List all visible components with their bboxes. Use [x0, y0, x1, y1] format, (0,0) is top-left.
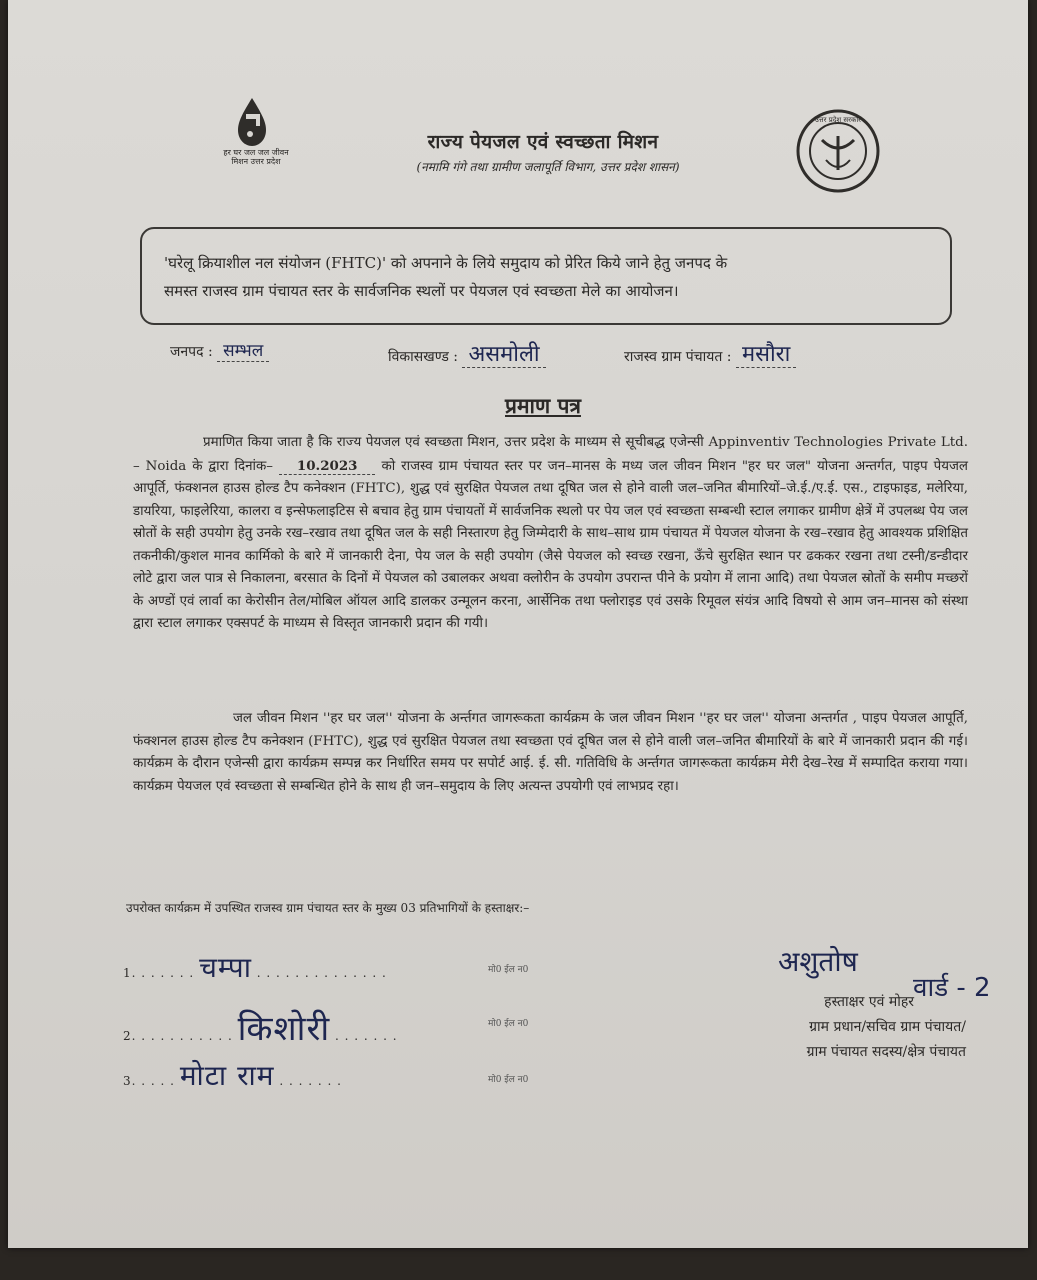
district-label: जनपद : [170, 344, 213, 360]
ward-note: वार्ड - 2 [913, 973, 991, 1003]
para2-text: जल जीवन मिशन ''हर घर जल'' योजना के अर्न्तगत जागरूकता कार्यक्रम के जल जीवन मिशन ''हर घर जल'' योजना अन्तर्गत , पाइप पेयजल आपूर्ति, फंक्शनल हाउस होल्ड टैप कनेक्शन (FHTC), शुद्ध एवं सुरक्षित पेयजल तथा स्वच्छता एवं दूषित जल से होने वाली जल–जनित बीमारियों के बारे में जानकारी प्रदान की गई। कार्यक्रम के दौरान एजेन्सी द्वारा कार्यक्रम सम्पन्न कर निर्धारित समय पर सपोर्ट आई. ई. सी. गतिविधि के अर्न्तगत जागरूकता कार्यक्रम मेरी देख–रेख में सम्पादित कराया गया। कार्यक्रम पेयजल एवं स्वच्छता से सम्बन्धित होने के साथ ही जन–समुदाय के लिए अत्यन्त उपयोगी एवं लाभप्रद रहा। [133, 711, 968, 794]
logo-left-caption: हर घर जल जल जीवन मिशन उत्तर प्रदेश [223, 148, 289, 166]
emblem-caption: उत्तर प्रदेश सरकार [814, 116, 862, 124]
participant-number: 2. [123, 1029, 137, 1043]
certificate-paragraph-1 [133, 432, 968, 636]
certificate-paragraph-2 [133, 708, 968, 798]
participant-signature: चम्पा [199, 951, 252, 984]
para1-after-date: को राजस्व ग्राम पंचायत स्तर पर जन–मानस के मध्य जल जीवन मिशन "हर घर जल" योजना अन्तर्गत, पाइप पेयजल आपूर्ति, फंक्शनल हाउस होल्ड टैप कनेक्शन (FHTC), शुद्ध एवं सुरक्षित पेयजल तथा दूषित जल से होने वाली जल–जनित बीमारियों–जे.ई./ए.ई. एस., टाइफाइड, मलेरिया, डायरिया, फाइलेरिया, कालरा व इन्सेफलाइटिस से बचाव हेतु ग्राम पंचायतों में सार्वजनिक स्थलो पर पेय जल एवं स्वच्छता सम्बन्धी स्टाल लगाकर ग्रामीण क्षेत्रें में उपलब्ध पेय जल स्रोतों के सही उपयोग हेतु उनके रख–रखाव तथा दूषित जल के सही निस्तारण हेतु जिम्मेदारी के साथ–साथ ग्राम पंचायत में पेयजल योजना के रख–रखाव हेतु आवश्यक प्रशिक्षित तकनीकी/कुशल मानव कार्मिको के बारे में जानकारी देना, पेय जल के सही उपयोग (जैसे पेयजल को स्वच्छ रखना, ऊँचे सुरक्षित स्थान पर ढककर रखना तथा टस्नी/डन्डीदार लोटे द्वारा जल पात्र से निकालना, बरसात के दिनों में पेयजल को उबालकर अथवा क्लोरीन के उपयोग उपरान्त पीने के प्रयोग में लाना आदि) तथा पेयजल स्रोतों के समीप मच्छरों के अण्डों एवं लार्वा का केरोसीन तेल/मोबिल ऑयल आदि डालकर उन्मूलन करना, आर्सेनिक तथा फ्लोराइड एवं उसके रिमूवल संयंत्र आदि विषयो से आम जन–मानस को संस्था द्वारा स्टाल लगाकर एक्सपर्ट के माध्यम से विस्तृत जानकारी प्रदान की गयी। [133, 458, 968, 631]
panchayat-value: मसौरा [736, 342, 796, 368]
block-label: विकासखण्ड : [388, 349, 459, 365]
certificate-title: प्रमाण पत्र [505, 393, 581, 418]
panchayat-label: राजस्व ग्राम पंचायत : [624, 349, 732, 365]
signatory-designation-1: ग्राम प्रधान/सचिव ग्राम पंचायत/ [809, 1019, 966, 1035]
participants-note: उपरोक्त कार्यक्रम में उपस्थित राजस्व ग्राम पंचायत स्तर के मुख्य 03 प्रतिभागियों के हस्ताक्षर:– [126, 901, 530, 915]
banner-line-2: समस्त राजस्व ग्राम पंचायत स्तर के सार्वजनिक स्थलों पर पेयजल एवं स्वच्छता मेले का आयोजन। [164, 282, 679, 300]
participant-number: 1. [123, 966, 137, 980]
participant-mobile-1: मो0 ईल न0 [488, 965, 529, 975]
up-government-emblem [786, 108, 890, 194]
participant-mobile-3: मो0 ईल न0 [488, 1075, 529, 1085]
header-subtitle: (नमामि गंगे तथा ग्रामीण जलापूर्ति विभाग, उत्तर प्रदेश शासन) [416, 160, 680, 174]
panchayat-field [624, 338, 796, 368]
block-value: असमोली [462, 342, 545, 368]
sign-and-seal-label: हस्ताक्षर एवं मोहर [824, 994, 914, 1010]
participant-row-1: 1. . . . . . . चम्पा . . . . . . . . . . . . . . [123, 951, 387, 984]
district-value: सम्भल [217, 341, 269, 362]
participant-row-3: 3. . . . . मोटा राम . . . . . . . [123, 1059, 342, 1092]
para1-before-date: प्रमाणित किया जाता है कि राज्य पेयजल एवं स्वच्छता मिशन, उत्तर प्रदेश के माध्यम से सूचीबद्ध एजेन्सी Appinventiv Technologies Private Ltd. – Noida के द्वारा दिनांक– [133, 435, 968, 474]
event-banner [140, 227, 952, 325]
signatory-block [736, 990, 966, 1065]
participant-mobile-2: मो0 ईल न0 [488, 1019, 529, 1029]
signatory-designation-2: ग्राम पंचायत सदस्य/क्षेत्र पंचायत [806, 1044, 966, 1060]
har-ghar-jal-logo [212, 92, 312, 182]
participant-row-2: 2. . . . . . . . . . . किशोरी . . . . . . . [123, 1009, 398, 1049]
participant-signature: किशोरी [237, 1009, 331, 1049]
participant-signature: मोटा राम [179, 1059, 275, 1092]
participant-number: 3. [123, 1074, 137, 1088]
district-field [170, 338, 269, 361]
block-field [388, 338, 546, 368]
signatory-signature: अशुतोष [778, 945, 858, 978]
event-date: 10.2023 [279, 458, 376, 475]
banner-line-1: 'घरेलू क्रियाशील नल संयोजन (FHTC)' को अपनाने के लिये समुदाय को प्रेरित किये जाने हेतु जनपद के [164, 254, 728, 272]
header-title: राज्य पेयजल एवं स्वच्छता मिशन [427, 131, 659, 153]
document-page [8, 0, 1028, 1248]
